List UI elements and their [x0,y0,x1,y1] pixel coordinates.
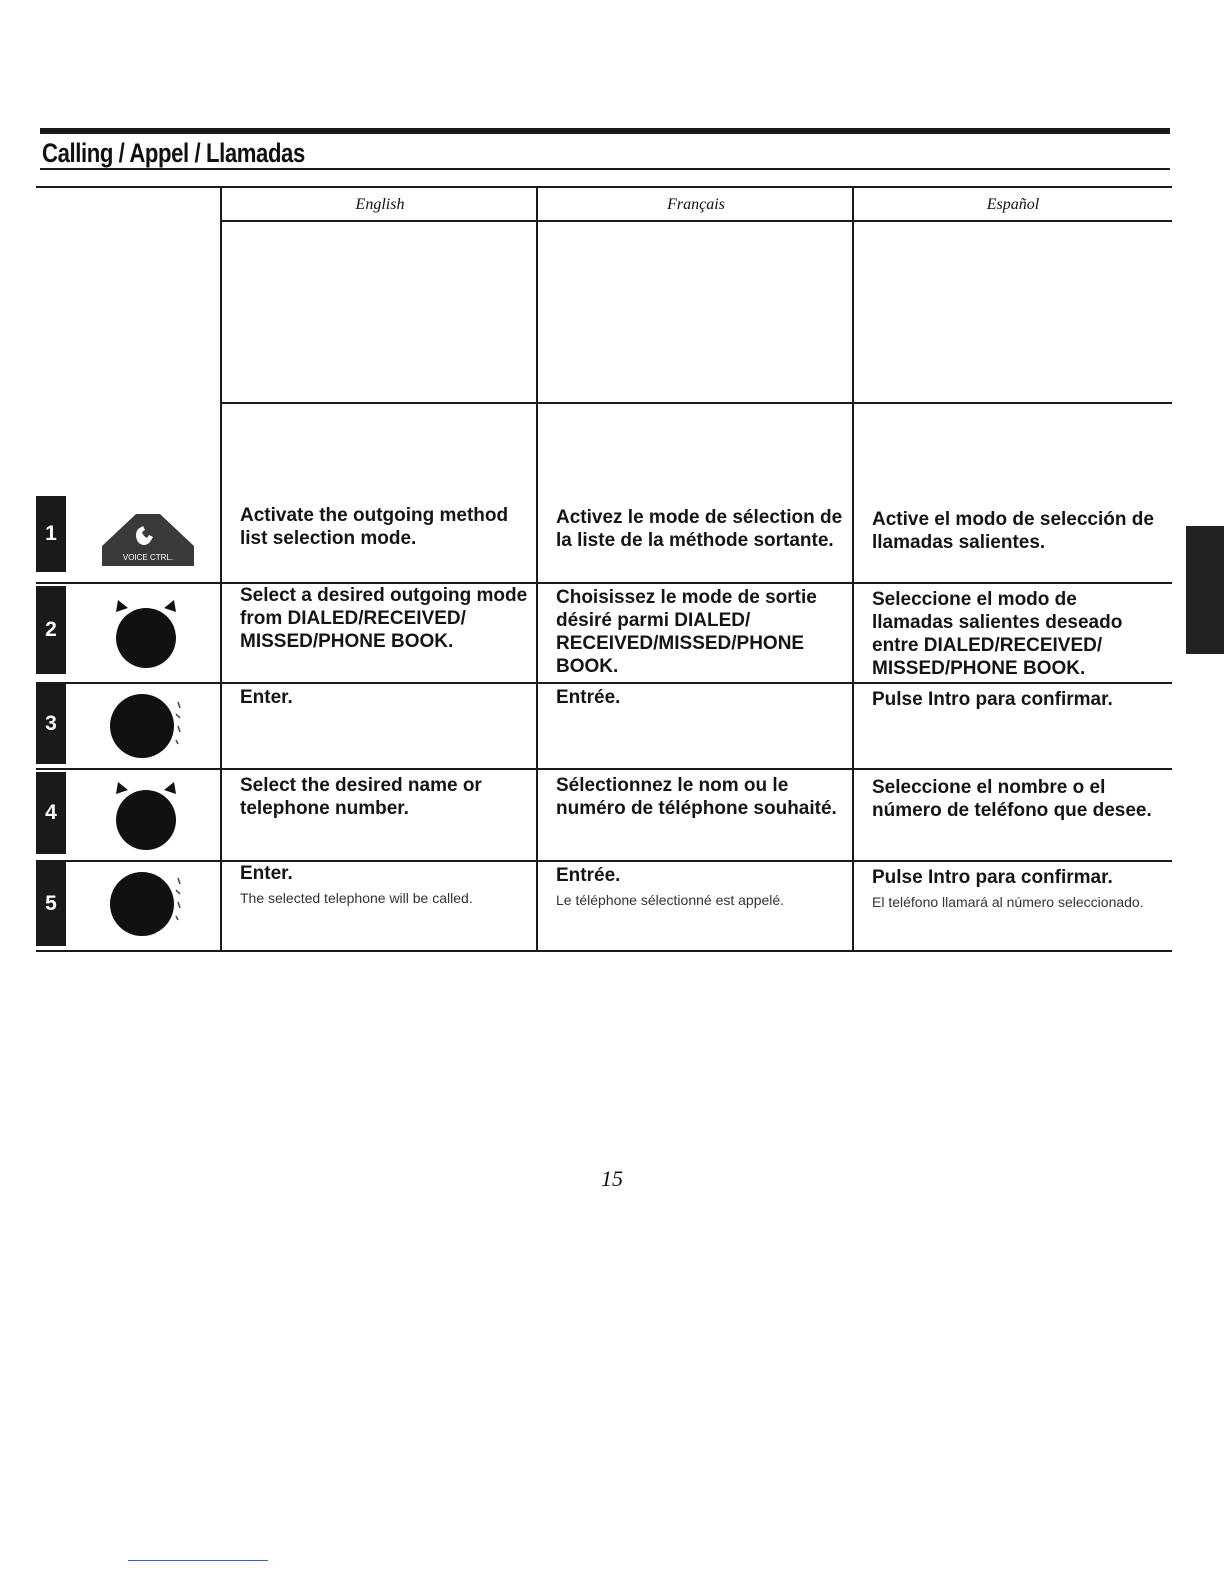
row-rule [36,768,1172,770]
column-divider [536,186,538,951]
rotary-knob-turn-icon [104,776,188,852]
step-4-english: Select the desired name or telephone number. [240,775,482,819]
voice-ctrl-label: VOICE CTRL. [122,553,174,562]
step-5-english: Enter. The selected telephone will be called. [240,862,530,907]
instruction-table [36,186,1172,961]
step-5-spanish-note: El teléfono llamará al número seleccionado. [872,894,1144,910]
step-5-french: Entrée. Le téléphone sélectionné est appelé. [556,864,846,909]
column-divider [220,186,222,951]
step-number-2: 2 [36,586,66,674]
header-bottom-rule [222,220,1172,222]
section-edge-tab [1186,526,1224,654]
table-top-rule [36,186,1172,188]
rotary-knob-push-icon [104,864,194,940]
section-title: Calling / Appel / Llamadas [42,138,305,168]
step-number-3: 3 [36,684,66,764]
step-2-french: Choisissez le mode de sortie désiré parmi DIALED/ RECEIVED/MISSED/PHONE BOOK. [556,587,817,677]
step-2-english: Select a desired outgoing mode from DIALED/RECEIVED/ MISSED/PHONE BOOK. [240,585,528,652]
column-header-spanish: Español [986,196,1040,213]
rotary-knob-turn-icon [104,594,188,670]
step-1-spanish: Active el modo de selección de llamadas salientes. [872,509,1154,553]
column-divider [852,186,854,951]
column-header-english: English [355,196,405,213]
page-number: 15 [601,1166,623,1191]
step-number-4: 4 [36,772,66,854]
step-1-english: Activate the outgoing method list selection mode. [240,505,509,549]
step-4-french: Sélectionnez le nom ou le numéro de téléphone souhaité. [556,775,837,819]
table-bottom-rule [36,950,1172,952]
title-bottom-rule [40,168,1170,170]
step-5-french-note: Le téléphone sélectionné est appelé. [556,892,785,908]
column-header-french: Français [667,196,725,213]
footer-link-line [128,1560,268,1561]
step-3-english: Enter. [240,687,293,708]
title-top-rule [40,128,1170,134]
step-4-spanish: Seleccione el nombre o el número de teléfono que desee. [872,777,1152,821]
step-number-5: 5 [36,862,66,946]
step-number-1: 1 [36,496,66,572]
step-5-spanish: Pulse Intro para confirmar. El teléfono llamará al número seleccionado. [872,866,1162,911]
row-rule [36,860,1172,862]
voice-ctrl-button-icon [98,506,198,568]
step-5-english-note: The selected telephone will be called. [240,890,473,906]
row-rule [36,682,1172,684]
row-rule [36,582,1172,584]
step-3-spanish: Pulse Intro para confirmar. [872,689,1113,710]
step-1-french: Activez le mode de sélection de la liste de la méthode sortante. [556,507,843,551]
row-rule [220,402,1172,404]
rotary-knob-push-icon [104,688,194,762]
step-2-spanish: Seleccione el modo de llamadas salientes deseado entre DIALED/RECEIVED/ MISSED/PHONE BOOK. [872,589,1123,679]
step-3-french: Entrée. [556,687,621,708]
